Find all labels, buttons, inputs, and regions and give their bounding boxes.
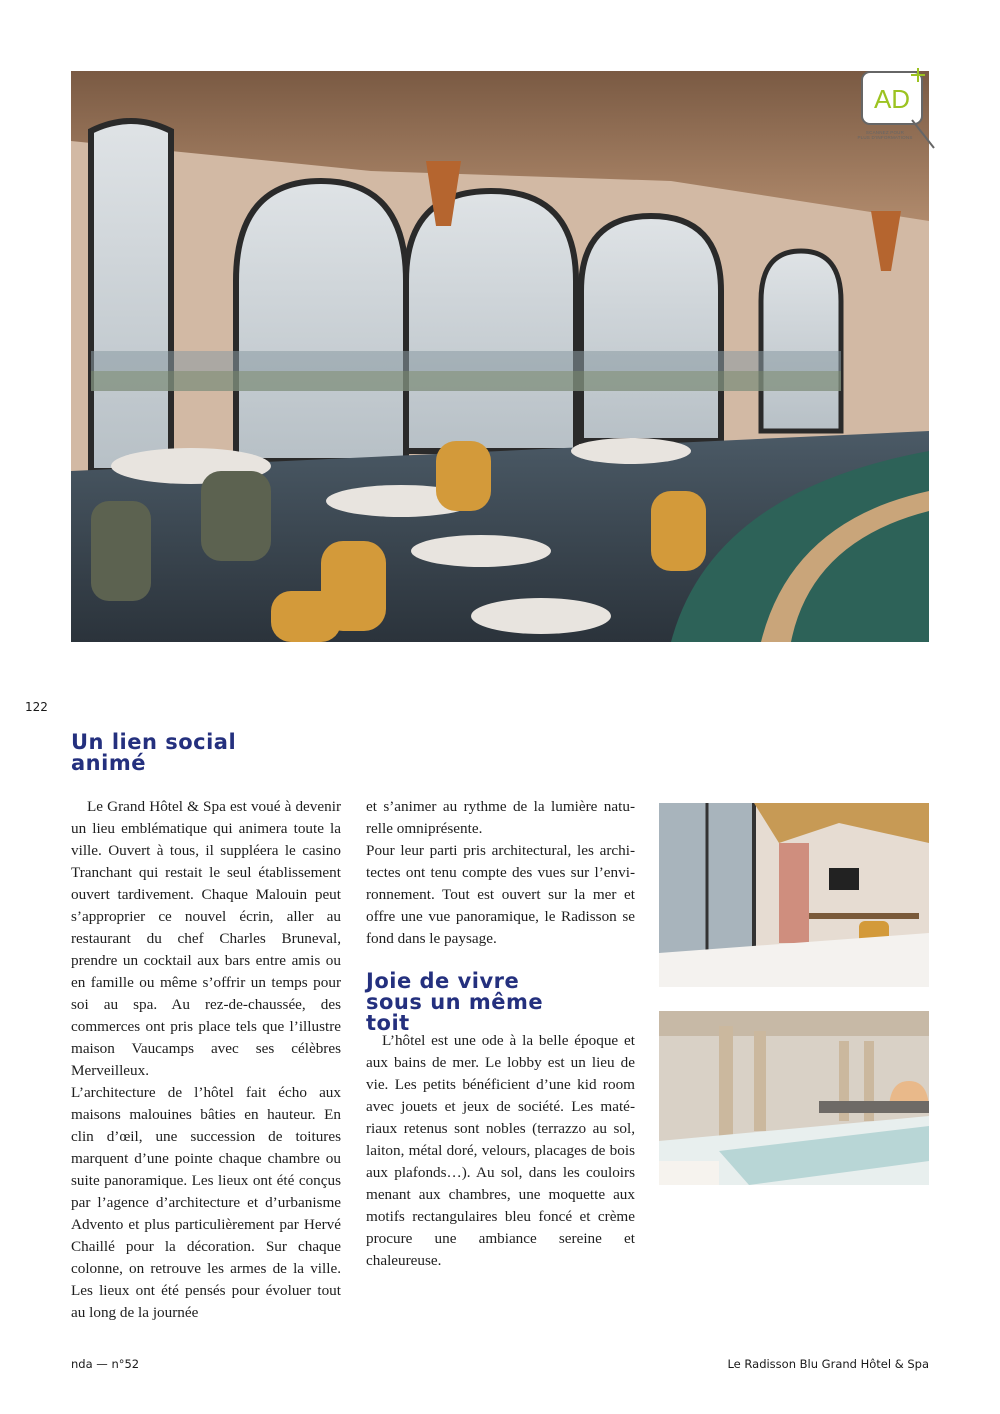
paragraph: Pour leur parti pris architectural, les architectes ont tenu compte des vues sur l’environnement. Tout est ouvert sur la mer et offre une vue panoramique, le Radisson se fond dans le paysage. [366,842,635,947]
title-line: animé [71,751,146,775]
room-illustration [659,803,929,987]
page-number: 122 [25,700,48,714]
paragraph: L’hôtel est une ode à la belle époque et aux bains de mer. Le lobby est un lieu de vie. Les petits bénéficient d’une kid room avec jouets et jeux de société. Les matériaux retenus sont nobles (terrazzo au sol, laiton, métal doré, velours, placages de bois aux plafonds…). Au sol, dans les couloirs menant aux chambres, une moquette aux motifs rectangulaires bleu foncé et crème procure une ambiance sereine et chaleureuse. [366,1032,635,1269]
ad-scan-caption [846,130,924,140]
text-column-2-top [366,796,635,950]
title-line: Joie de vivre [366,969,520,993]
footer-issue: nda — n°52 [71,1357,140,1371]
restaurant-illustration [71,71,929,642]
hero-restaurant-photo [71,71,929,642]
title-line: toit [366,1011,410,1035]
section-title-lien-social [71,732,351,774]
ad-logo-text: AD [873,84,911,114]
section-title-joie-de-vivre [366,971,626,1034]
spa-illustration [659,1011,929,1185]
paragraph: Le Grand Hôtel & Spa est voué à devenir un lieu emblématique qui animera toute la ville. Ouvert à tous, il suppléera le casino Tranchant qui restait le seul établissement ouvert tardivement. Chaque Malouin peut s’approprier ce nouvel écrin, aller au restaurant du chef Charles Bruneval, prendre un cocktail aux bars entre amis ou en famille ou même s’offrir un temps pour soi au spa. Au rez-de-chaussée, des commerces ont pris place tels que l’illustre maison Vaucamps avec ses célèbres Merveilleux. [71,798,341,1079]
footer-article-title: Le Radisson Blu Grand Hôtel & Spa [727,1357,929,1371]
hotel-room-photo [659,803,929,987]
paragraph: L’architecture de l’hôtel fait écho aux maisons malouines bâties en hauteur. En clin d’œil, une succession de toitures marquent d’une pointe chaque chambre ou suite panoramique. Les lieux ont été conçus par l’agence d’architecture et d’urbanisme Advento et plus particulièrement par Hervé Chaillé pour la décoration. Sur chaque colonne, on retrouve les armes de la ville. Les lieux ont été pensés pour évoluer tout au long de la journée [71,1084,341,1321]
title-line: sous un même [366,990,544,1014]
ad-caption-line2: PLUS D'INFORMATIONS [857,135,913,140]
title-line: Un lien social [71,730,237,754]
text-column-1 [71,796,341,1324]
text-column-2-bottom [366,1030,635,1272]
spa-pool-photo [659,1011,929,1185]
paragraph: et s’animer au rythme de la lumière naturelle omniprésente. [366,798,635,837]
ad-caption-line1: SCANNEZ POUR [865,130,905,135]
ad-scan-badge[interactable] [846,68,938,152]
